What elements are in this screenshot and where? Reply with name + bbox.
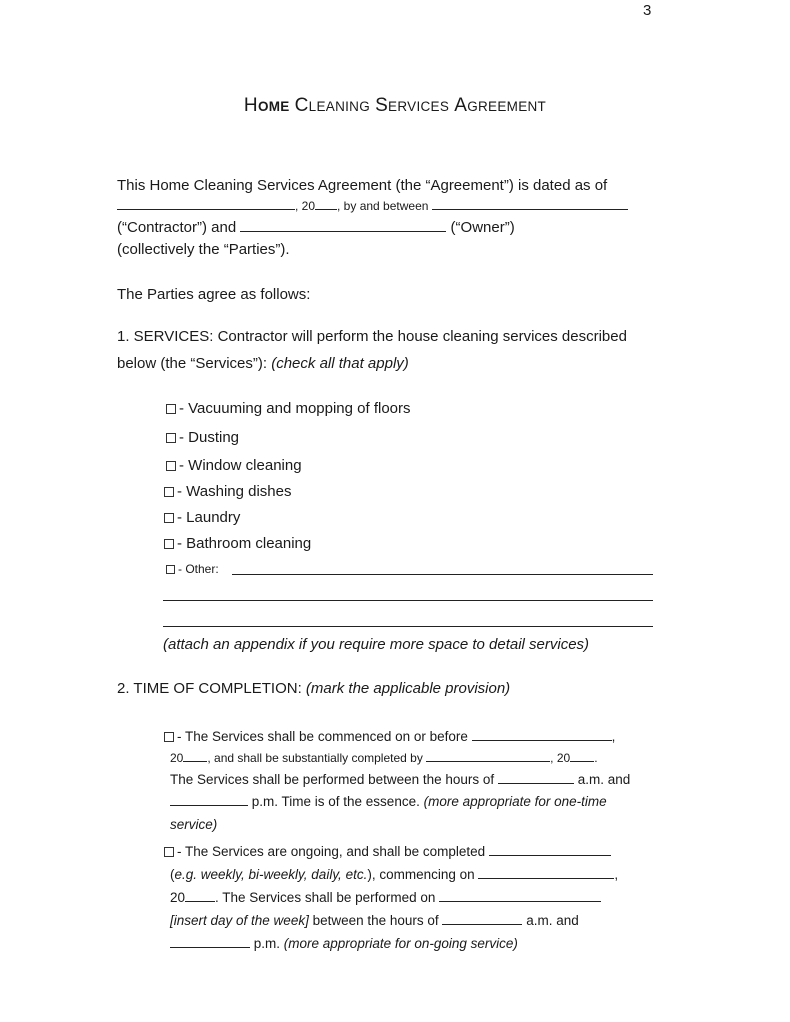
option1-line-3: The Services shall be performed between the hours of a.m. and [170,772,631,787]
end-hour-blank[interactable] [170,804,248,806]
year-blank[interactable] [315,208,337,210]
option1-line-5: service) [170,817,218,832]
service-item-other[interactable]: - Other: [166,562,219,576]
intro-line-3: (“Contractor”) and (“Owner”) [117,219,515,236]
option2-line-2: (e.g. weekly, bi-weekly, daily, etc.), commencing on , [170,867,619,882]
checkbox-icon[interactable] [164,539,174,549]
title-word: SERVICES [375,95,450,116]
services-heading-2: below (the “Services”): (check all that apply) [117,355,409,372]
complete-date-blank[interactable] [426,760,550,762]
end-hour-blank[interactable] [170,946,250,948]
year-blank[interactable] [570,760,594,762]
service-item[interactable]: - Window cleaning [166,457,302,474]
other-blank-line[interactable] [163,626,653,627]
option1-line-4: p.m. Time is of the essence. (more appropriate for one-time [170,794,607,809]
other-blank-line[interactable] [163,600,653,601]
checkbox-icon[interactable] [166,565,175,574]
checkbox-icon[interactable] [166,461,176,471]
services-heading: 1. SERVICES: Contractor will perform the house cleaning services described [117,328,627,345]
checkbox-icon[interactable] [164,487,174,497]
page-number: 3 [643,2,652,19]
title-word: AGREEMENT [454,95,547,116]
start-hour-blank[interactable] [442,923,522,925]
checkbox-icon[interactable] [166,404,176,414]
checkbox-icon[interactable] [164,732,174,742]
option1-line-2: 20 , and shall be substantially completed by , 20 . [170,751,598,765]
year-blank[interactable] [185,900,215,902]
intro-line-1: This Home Cleaning Services Agreement (the “Agreement”) is dated as of [117,177,608,194]
intro-line-4: (collectively the “Parties”). [117,241,290,258]
checkbox-icon[interactable] [166,433,176,443]
title-word: CLEANING [294,95,371,116]
title-word: HOME [243,95,290,116]
document-title [0,95,790,117]
commence-date-blank[interactable] [472,739,612,741]
day-of-week-blank[interactable] [439,900,601,902]
start-hour-blank[interactable] [498,782,574,784]
service-item[interactable]: - Bathroom cleaning [164,535,311,552]
date-blank[interactable] [117,208,295,210]
option2-line-4: [insert day of the week] between the hours of a.m. and [170,913,579,928]
year-blank[interactable] [183,760,207,762]
option2-line-1[interactable]: - The Services are ongoing, and shall be completed [164,844,611,859]
intro-line-2: , 20 , by and between [117,199,628,213]
contractor-name-blank[interactable] [432,208,628,210]
service-item[interactable]: - Laundry [164,509,240,526]
owner-name-blank[interactable] [240,230,446,232]
agree-text: The Parties agree as follows: [117,286,311,303]
checkbox-icon[interactable] [164,847,174,857]
service-item[interactable]: - Vacuuming and mopping of floors [166,400,411,417]
option2-line-3: 20 . The Services shall be performed on [170,890,601,905]
option1-line-1[interactable]: - The Services shall be commenced on or before , [164,729,615,744]
completion-heading: 2. TIME OF COMPLETION: (mark the applicable provision) [117,680,511,697]
checkbox-icon[interactable] [164,513,174,523]
other-blank[interactable] [232,574,653,575]
appendix-note: (attach an appendix if you require more space to detail services) [163,636,590,653]
commencing-date-blank[interactable] [478,877,614,879]
option2-line-5: p.m. (more appropriate for on-going service) [170,936,518,951]
service-item[interactable]: - Washing dishes [164,483,292,500]
service-item[interactable]: - Dusting [166,429,239,446]
frequency-blank[interactable] [489,854,611,856]
